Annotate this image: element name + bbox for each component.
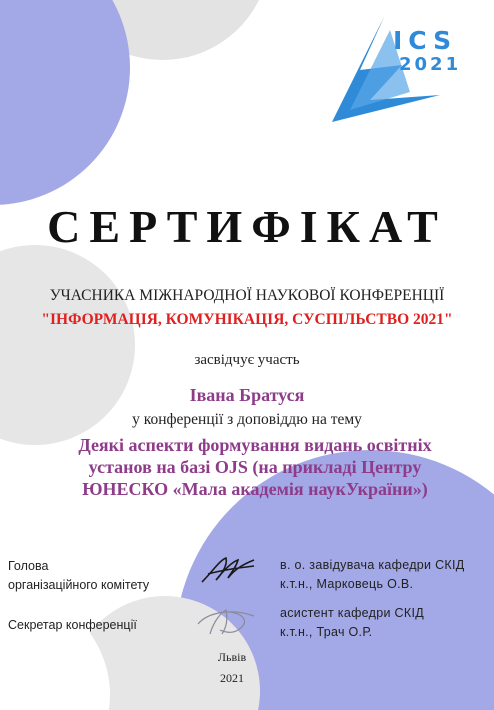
footer-year: 2021 <box>220 671 244 685</box>
signatory-left-1-line1: Голова <box>8 559 49 573</box>
signatory-right-2-line2: к.т.н., Трач О.Р. <box>280 625 373 639</box>
signature-1-icon <box>198 552 258 587</box>
conference-name: "ІНФОРМАЦІЯ, КОМУНІКАЦІЯ, СУСПІЛЬСТВО 2021" <box>41 311 453 328</box>
certificate-title: СЕРТИФІКАТ <box>47 201 447 252</box>
signatory-right-2-line1: асистент кафедри СКІД <box>280 606 424 620</box>
signatory-left-1-line2: організаційного комітету <box>8 578 150 592</box>
report-topic: Деякі аспекти формування видань освітніх установ на базі OJS (на прикладі Центру ЮНЕСКО «Мала академія наукУкраїни») <box>78 435 432 499</box>
logo-title: ICS <box>393 26 458 55</box>
report-intro: у конференції з доповіддю на тему <box>132 411 362 428</box>
participant-name: Івана Братуся <box>189 385 305 405</box>
signatory-left-2: Секретар конференції <box>8 618 137 632</box>
signatory-right-1 <box>280 556 465 594</box>
conference-type: УЧАСНИКА МІЖНАРОДНОЇ НАУКОВОЇ КОНФЕРЕНЦІЇ <box>49 287 445 304</box>
logo-year: 2021 <box>399 54 462 75</box>
decor-circle-purple-top-left <box>0 0 130 205</box>
signatory-right-1-line2: к.т.н., Марковець О.В. <box>280 577 414 591</box>
footer-city: Львів <box>217 650 247 664</box>
signature-2-icon <box>192 602 262 642</box>
signatory-right-1-line1: в. о. завідувача кафедри СКІД <box>280 558 465 572</box>
signatory-right-2 <box>280 604 424 642</box>
confirms-participation: засвідчує участь <box>194 352 300 368</box>
signatory-left-1 <box>8 557 149 595</box>
